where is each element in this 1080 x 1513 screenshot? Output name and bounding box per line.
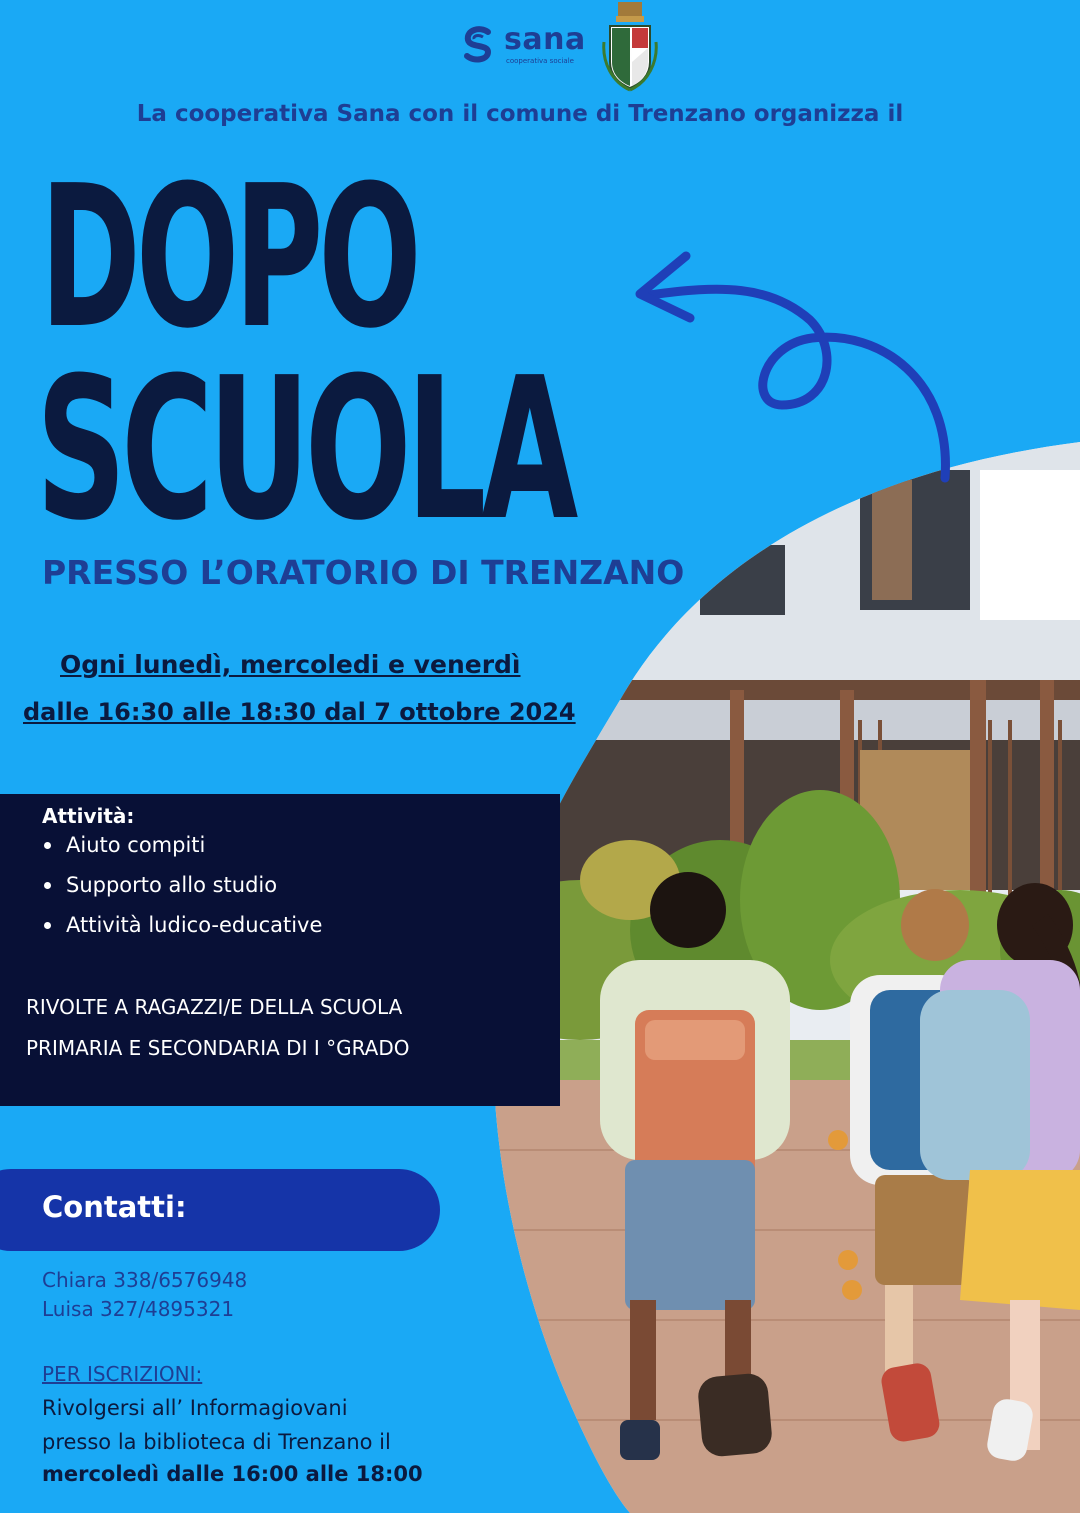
list-item — [42, 910, 322, 950]
registration-heading: PER ISCRIZIONI: — [42, 1362, 203, 1386]
sana-logo — [458, 24, 588, 68]
activities-list — [42, 830, 322, 950]
registration-line1: Rivolgersi all’ Informagiovani — [42, 1396, 348, 1420]
registration-line2: presso la biblioteca di Trenzano il — [42, 1430, 391, 1454]
page-title-line2: SCUOLA — [36, 336, 574, 564]
contact-luisa: Luisa 327/4895321 — [42, 1297, 235, 1321]
activity-label: Supporto allo studio — [66, 873, 278, 897]
sana-logo-icon — [458, 24, 498, 64]
brand-tagline: cooperativa sociale — [506, 57, 574, 65]
intro-text: La cooperativa Sana con il comune di Trenzano organizza il — [136, 101, 904, 127]
activity-label: Aiuto compiti — [66, 833, 206, 857]
contacts-heading: Contatti: — [42, 1190, 187, 1224]
list-item — [42, 870, 322, 910]
brand-name: sana — [504, 22, 586, 57]
registration-line3: mercoledì dalle 16:00 alle 18:00 — [42, 1462, 423, 1486]
schedule-hours: dalle 16:30 alle 18:30 dal 7 ottobre 2024 — [23, 698, 576, 726]
target-audience-line2: PRIMARIA E SECONDARIA DI I °GRADO — [26, 1036, 410, 1060]
bullet-icon — [44, 922, 51, 929]
bullet-icon — [44, 882, 51, 889]
location-subtitle: PRESSO L’ORATORIO DI TRENZANO — [42, 553, 685, 592]
schedule-days: Ogni lunedì, mercoledi e venerdì — [60, 650, 521, 679]
bullet-icon — [44, 842, 51, 849]
activities-heading: Attività: — [42, 804, 135, 828]
page-title-line1: DOPO — [40, 144, 417, 372]
list-item — [42, 830, 322, 870]
activity-label: Attività ludico-educative — [66, 913, 323, 937]
municipal-crest-icon — [602, 2, 658, 92]
target-audience-line1: RIVOLTE A RAGAZZI/E DELLA SCUOLA — [26, 995, 403, 1019]
contact-chiara: Chiara 338/6576948 — [42, 1268, 248, 1292]
